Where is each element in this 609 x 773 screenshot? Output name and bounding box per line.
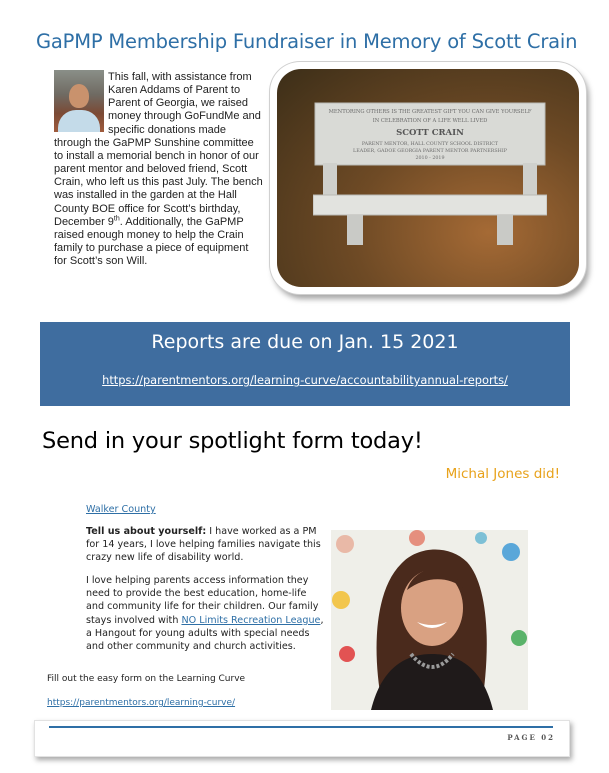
spotlight-heading: Send in your spotlight form today! (42, 428, 423, 454)
reports-due-title: Reports are due on Jan. 15 2021 (151, 331, 459, 353)
footer-rule (49, 726, 553, 728)
learning-curve-link[interactable]: https://parentmentors.org/learning-curve/ (47, 698, 236, 708)
memorial-bench-photo (277, 69, 579, 287)
bench-inscription-line1: MENTORING OTHERS IS THE GREATEST GIFT YOU CAN GIVE YOURSELF (328, 109, 532, 115)
article-title: GaPMP Membership Fundraiser in Memory of Scott Crain (36, 30, 578, 53)
reports-link[interactable]: https://parentmentors.org/learning-curve/accountabilityannual-reports/ (102, 373, 508, 387)
family-paragraph: I love helping parents access information they need to provide the best education, home-life and community life for their children. Our family stays involved with NO Limits Recreation League, a Hangout for young adults with special needs and other community and church activities. (86, 575, 324, 653)
spotlight-callout: Michal Jones did! (445, 466, 560, 482)
county-link[interactable]: Walker County (86, 504, 156, 515)
page-number: PAGE 02 (507, 733, 555, 742)
bench-inscription-line3: PARENT MENTOR, HALL COUNTY SCHOOL DISTRICT (361, 142, 499, 147)
no-limits-link[interactable]: NO Limits Recreation League (181, 614, 321, 626)
reports-banner (40, 322, 570, 406)
page-footer (34, 720, 570, 757)
about-yourself-paragraph: Tell us about yourself: I have worked as a PM for 14 years, I love helping families navigate this crazy new life of disability world. (86, 526, 321, 564)
memorial-bench-photo-frame (270, 62, 586, 294)
bench-inscription-line2: IN CELEBRATION OF A LIFE WELL LIVED (372, 118, 488, 124)
article-body: This fall, with assistance from Karen Addams of Parent to Parent of Georgia, we raised money through GoFundMe and specific donations made through the GaPMP Sunshine committee to install a memorial bench in honor of our parent mentor and beloved friend, Scott Crain, who left us this past July. The bench was installed in the garden at the Hall County BOE office for Scott’s birthday, December 9th. Additionally, the GaPMP raised enough money to help the Crain family to purchase a piece of equipment for Scott’s son Will. (54, 71, 263, 268)
about-yourself-label: Tell us about yourself: (86, 526, 207, 537)
bench-inscription-name: SCOTT CRAIN (396, 128, 464, 138)
michal-jones-photo (331, 530, 528, 710)
bench-inscription-years: 2010 - 2019 (415, 156, 445, 161)
memorial-bench-image (313, 95, 547, 245)
bench-inscription-line4: LEADER, GADOE GEORGIA PARENT MENTOR PARTNERSHIP (353, 149, 507, 154)
fill-out-form-text: Fill out the easy form on the Learning Curve (47, 674, 246, 684)
